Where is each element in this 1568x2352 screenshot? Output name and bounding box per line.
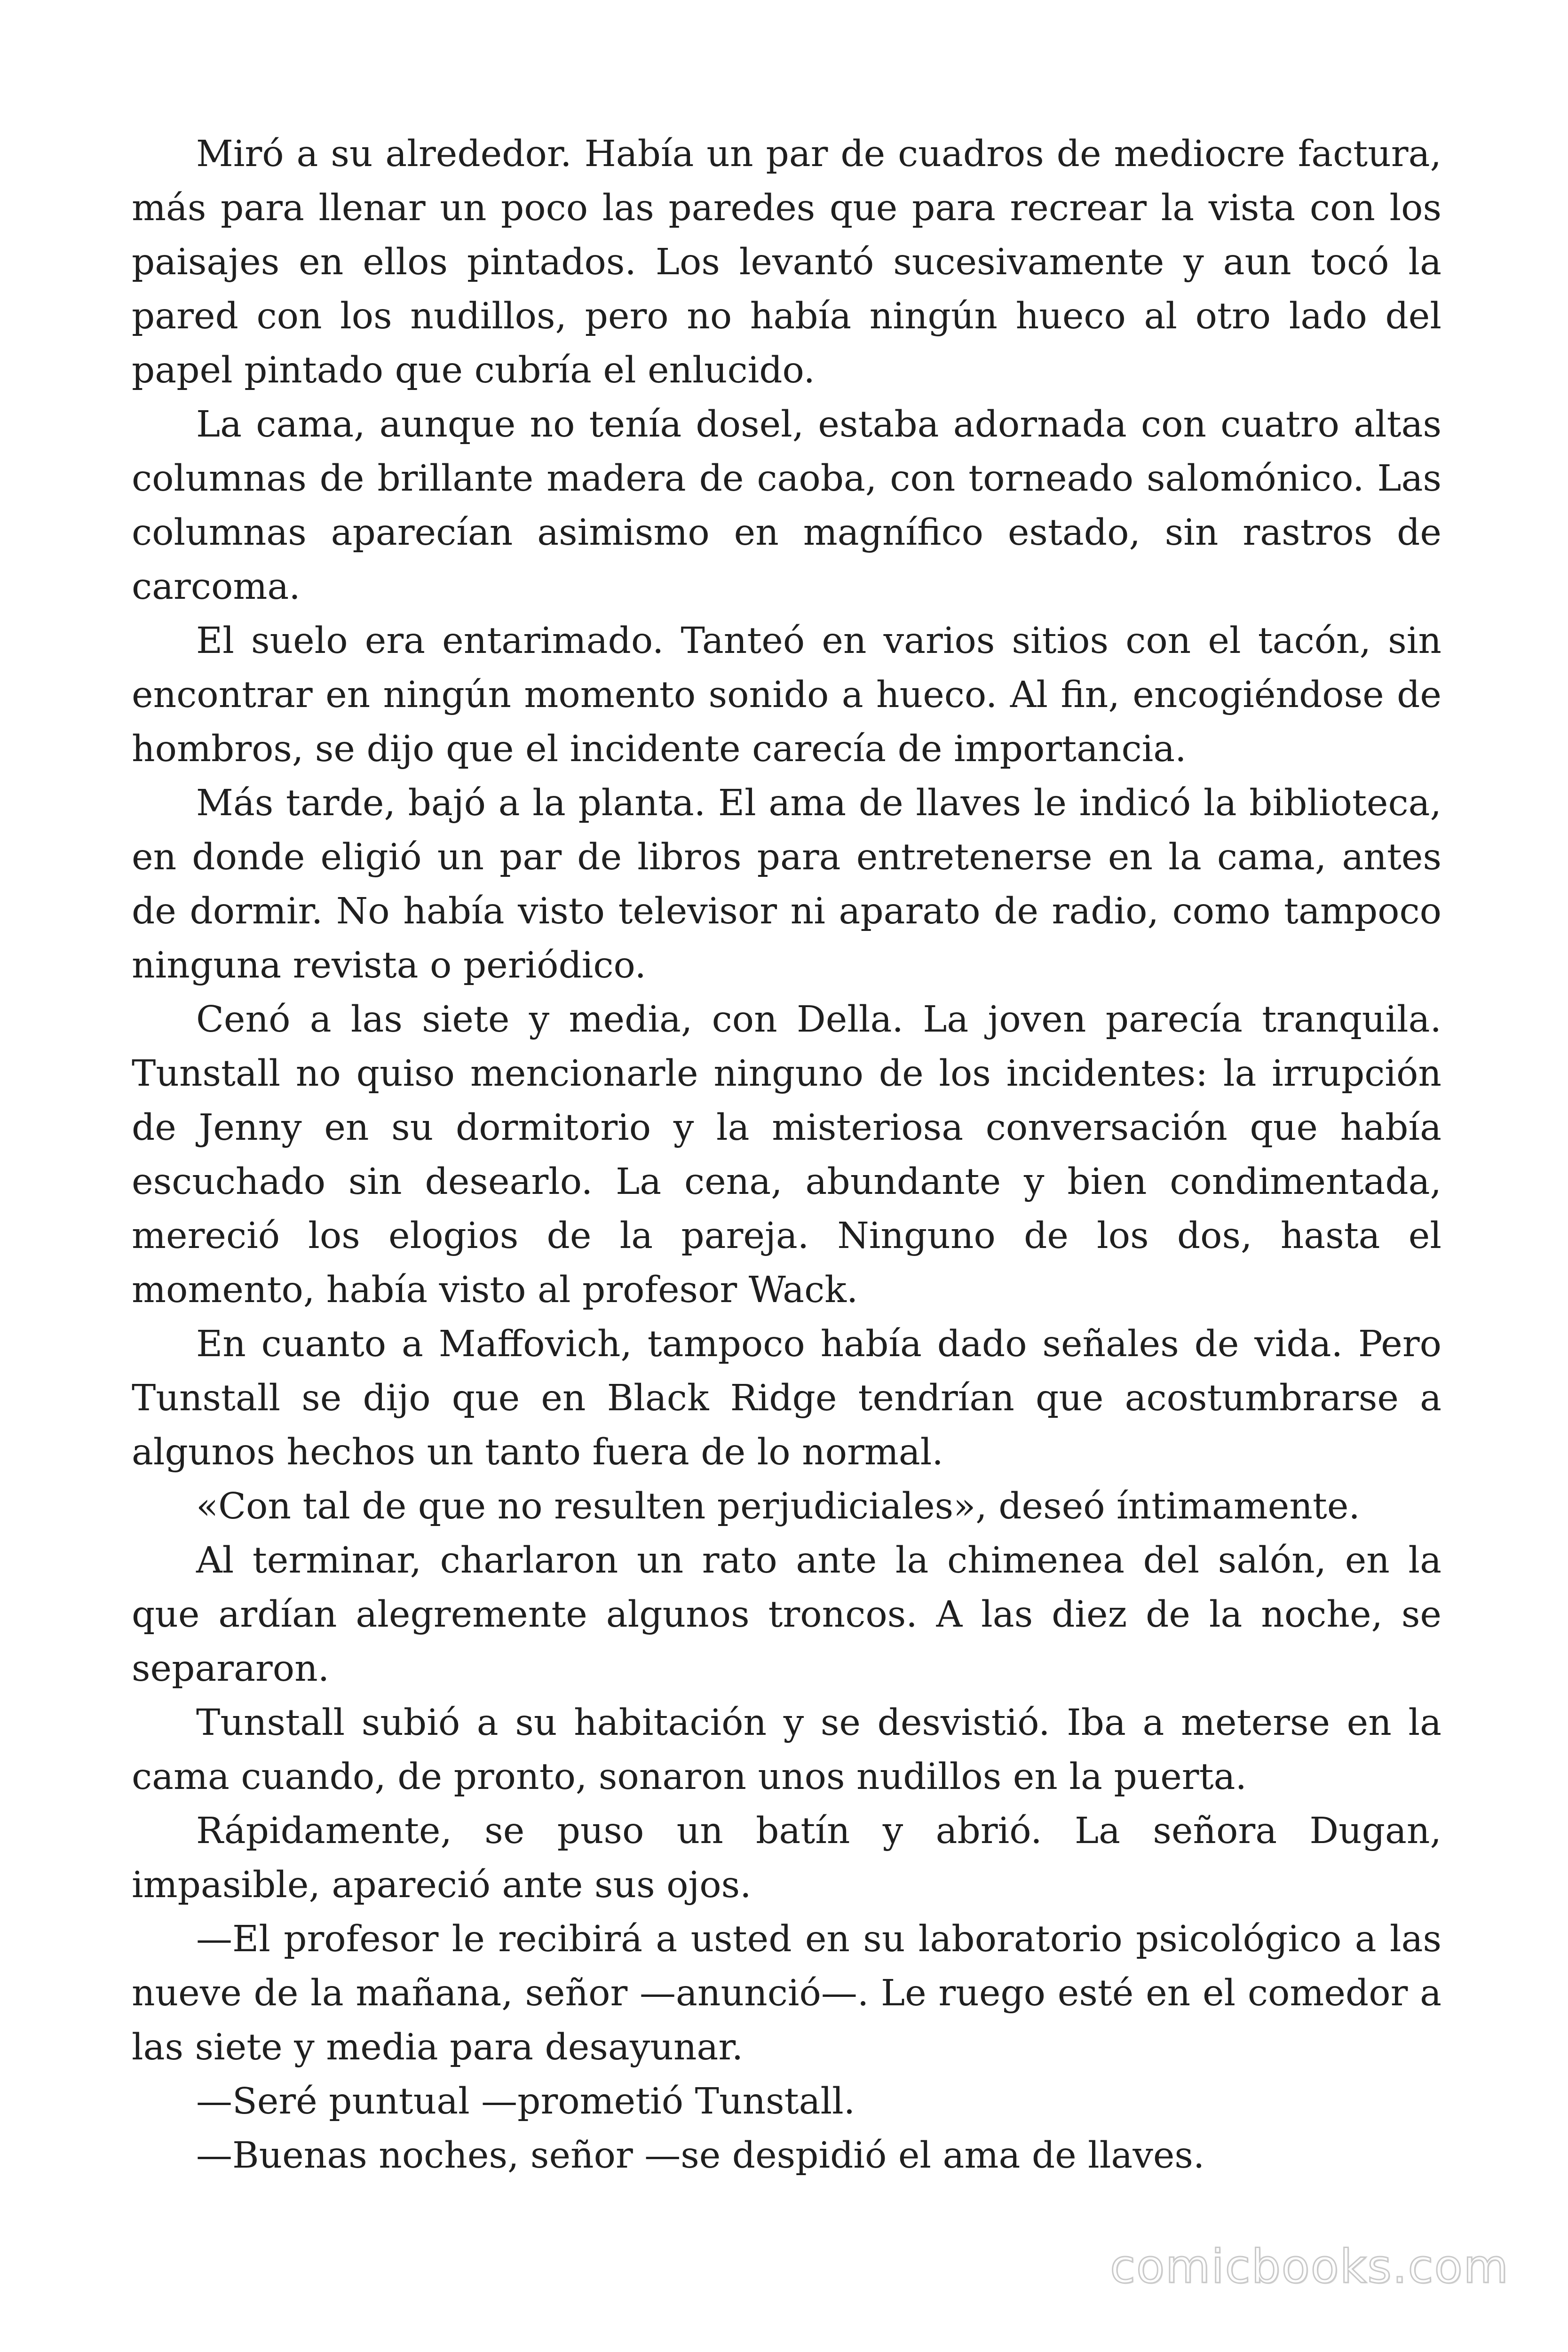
watermark: comicbooks.com (1110, 2240, 1509, 2294)
paragraph-12: —Seré puntual —prometió Tunstall. (196, 2081, 855, 2122)
paragraph-13: —Buenas noches, señor —se despidió el ama de llaves. (196, 2135, 1205, 2177)
paragraph-1: Miró a su alrededor. Había un par de cuadros de mediocre factura, más para llenar un poco las paredes que para recrear la vista con los paisajes en ellos pintados. Los levantó sucesivamente y aun tocó la pared con los nudillos, pero no había ningún hueco al otro lado del papel pintado que cubría el enlucido. (132, 133, 1441, 391)
paragraph-4: Más tarde, bajó a la planta. El ama de llaves le indicó la biblioteca, en donde eligió un par de libros para entretenerse en la cama, antes de dormir. No había visto televisor ni aparato de radio, como tampoco ninguna revista o periódico. (132, 782, 1441, 986)
paragraph-5: Cenó a las siete y media, con Della. La joven parecía tranquila. Tunstall no quiso mencionarle ninguno de los incidentes: la irrupción de Jenny en su dormitorio y la misteriosa conversación que había escuchado sin desearlo. La cena, abundante y bien condimentada, mereció los elogios de la pareja. Ninguno de los dos, hasta el momento, había visto al profesor Wack. (132, 999, 1441, 1311)
paragraph-3: El suelo era entarimado. Tanteó en varios sitios con el tacón, sin encontrar en ningún momento sonido a hueco. Al fin, encogiéndose de hombros, se dijo que el incidente carecía de importancia. (132, 620, 1441, 770)
paragraph-9: Tunstall subió a su habitación y se desvistió. Iba a meterse en la cama cuando, de pronto, sonaron unos nudillos en la puerta. (132, 1702, 1441, 1798)
book-page-text (132, 127, 1441, 2183)
paragraph-8: Al terminar, charlaron un rato ante la chimenea del salón, en la que ardían alegremente algunos troncos. A las diez de la noche, se separaron. (132, 1540, 1441, 1690)
paragraph-10: Rápidamente, se puso un batín y abrió. La señora Dugan, impasible, apareció ante sus ojos. (132, 1810, 1441, 1906)
paragraph-7: «Con tal de que no resulten perjudiciales», deseó íntimamente. (196, 1486, 1360, 1527)
paragraph-2: La cama, aunque no tenía dosel, estaba adornada con cuatro altas columnas de brillante madera de caoba, con torneado salomónico. Las columnas aparecían asimismo en magnífico estado, sin rastros de carcoma. (132, 404, 1441, 608)
paragraph-6: En cuanto a Maffovich, tampoco había dado señales de vida. Pero Tunstall se dijo que en Black Ridge tendrían que acostumbrarse a algunos hechos un tanto fuera de lo normal. (132, 1323, 1441, 1473)
paragraph-11: —El profesor le recibirá a usted en su laboratorio psicológico a las nueve de la mañana, señor —anunció—. Le ruego esté en el comedor a las siete y media para desayunar. (132, 1918, 1441, 2068)
